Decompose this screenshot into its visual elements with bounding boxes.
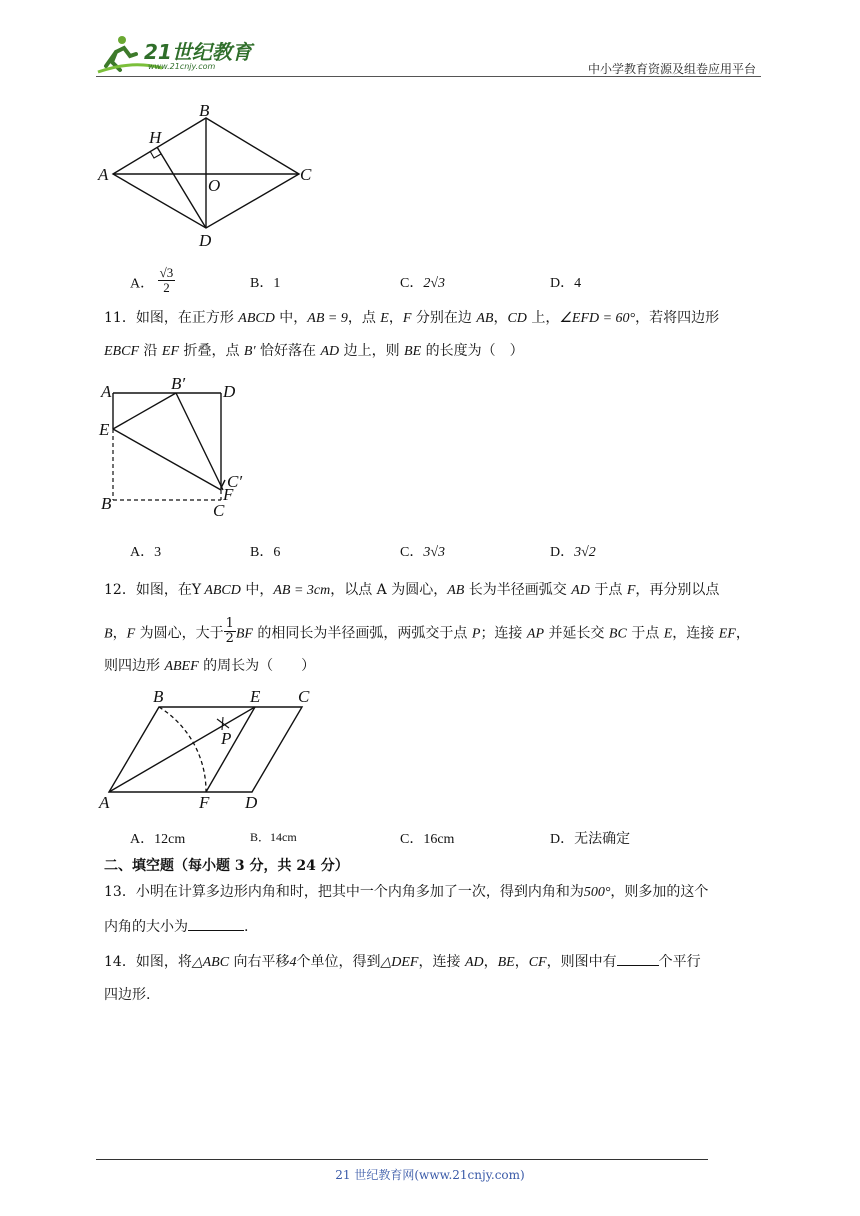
q14-answer-blank[interactable]	[617, 965, 659, 966]
q11-label-a: A	[101, 382, 112, 401]
header-platform-text: 中小学教育资源及组卷应用平台	[587, 62, 756, 76]
q12-option-d[interactable]: D．无法确定	[550, 832, 631, 847]
q11-option-d[interactable]: D．3√2	[550, 545, 596, 560]
q10-option-a[interactable]: A． $\frac{√3}{2}$	[130, 265, 174, 295]
q12-label-p: P	[221, 729, 232, 748]
q12-label-d: D	[245, 793, 258, 812]
q10-option-a-fraction: $\frac{√3}{2}$	[159, 265, 174, 295]
site-logo	[92, 30, 262, 80]
q11-label-d: D	[223, 382, 236, 401]
q12-option-c[interactable]: C．16cm	[400, 832, 455, 847]
q12-option-a[interactable]: A．12cm	[130, 832, 186, 847]
q10-label-h: H	[149, 128, 162, 147]
q13-answer-blank[interactable]	[188, 930, 244, 931]
q11-label-b-prime: B′	[171, 374, 186, 393]
q12-text-line2: B，F 为圆心，大于 $\frac{1}{2}$ BF 的相同长为半径画弧，两弧交于点 P；连接 AP 并延长交 BC 于点 E，连接 EF，	[104, 616, 750, 646]
q11-label-f: F	[223, 485, 234, 504]
q12-label-a: A	[99, 793, 110, 812]
q11-label-b: B	[101, 494, 112, 513]
q11-label-c: C	[213, 501, 225, 520]
q11-label-e: E	[99, 420, 110, 439]
q14-text-line2: 四边形.	[104, 987, 151, 1003]
logo-title: 21世纪教育	[144, 40, 252, 64]
q12-text-line1: 12．如图，在Y ABCD 中，AB = 3cm，以点 A 为圆心，AB 长为半径画弧交 AD 于点 F，再分别以点	[104, 582, 720, 598]
q12-label-b: B	[153, 687, 164, 706]
q10-rhombus-figure	[95, 98, 325, 253]
q13-text-line1: 13．小明在计算多边形内角和时，把其中一个内角多加了一次，得到内角和为500°，则多加的这个	[104, 884, 709, 900]
q10-option-b[interactable]: B．1	[250, 276, 281, 291]
q12-label-f: F	[199, 793, 210, 812]
q12-text-line3: 则四边形 ABEF 的周长为（ ）	[104, 658, 316, 674]
q11-text-line1: 11．如图，在正方形 ABCD 中，AB = 9，点 E，F 分别在边 AB，CD 上，∠EFD = 60°，若将四边形	[104, 310, 720, 326]
q10-option-c[interactable]: C．2√3	[400, 276, 446, 291]
header-divider	[96, 76, 761, 77]
q11-option-a[interactable]: A．3	[130, 545, 162, 560]
q10-label-o: O	[208, 176, 221, 195]
q10-option-d[interactable]: D．4	[550, 276, 582, 291]
footer-link[interactable]: 21 世纪教育网(www.21cnjy.com)	[335, 1168, 525, 1182]
q13-text-line2: 内角的大小为 .	[104, 919, 249, 935]
q11-option-c[interactable]: C．3√3	[400, 545, 446, 560]
q10-label-d: D	[199, 231, 212, 250]
q12-label-e: E	[250, 687, 261, 706]
q11-text-line2: EBCF 沿 EF 折叠，点 B′ 恰好落在 AD 边上，则 BE 的长度为（ ）	[104, 343, 524, 359]
q10-label-a: A	[98, 165, 109, 184]
q11-option-b[interactable]: B．6	[250, 545, 281, 560]
footer-divider	[96, 1159, 708, 1160]
q10-label-b: B	[199, 101, 210, 120]
q12-label-c: C	[298, 687, 310, 706]
section-fill-in-title: 二、填空题（每小题 3 分，共 24 分）	[104, 858, 349, 874]
logo-url: www.21cnjy.com	[148, 62, 216, 71]
q10-label-c: C	[300, 165, 312, 184]
q14-text-line1: 14．如图，将△ABC 向右平移4个单位，得到△DEF，连接 AD，BE，CF，则图中有 个平行	[104, 954, 701, 970]
q12-parallelogram-figure	[95, 684, 325, 814]
q12-option-b[interactable]: B．14cm	[250, 830, 297, 844]
q11-square-figure	[95, 372, 265, 520]
q11-label-c-prime: C′	[227, 472, 243, 491]
